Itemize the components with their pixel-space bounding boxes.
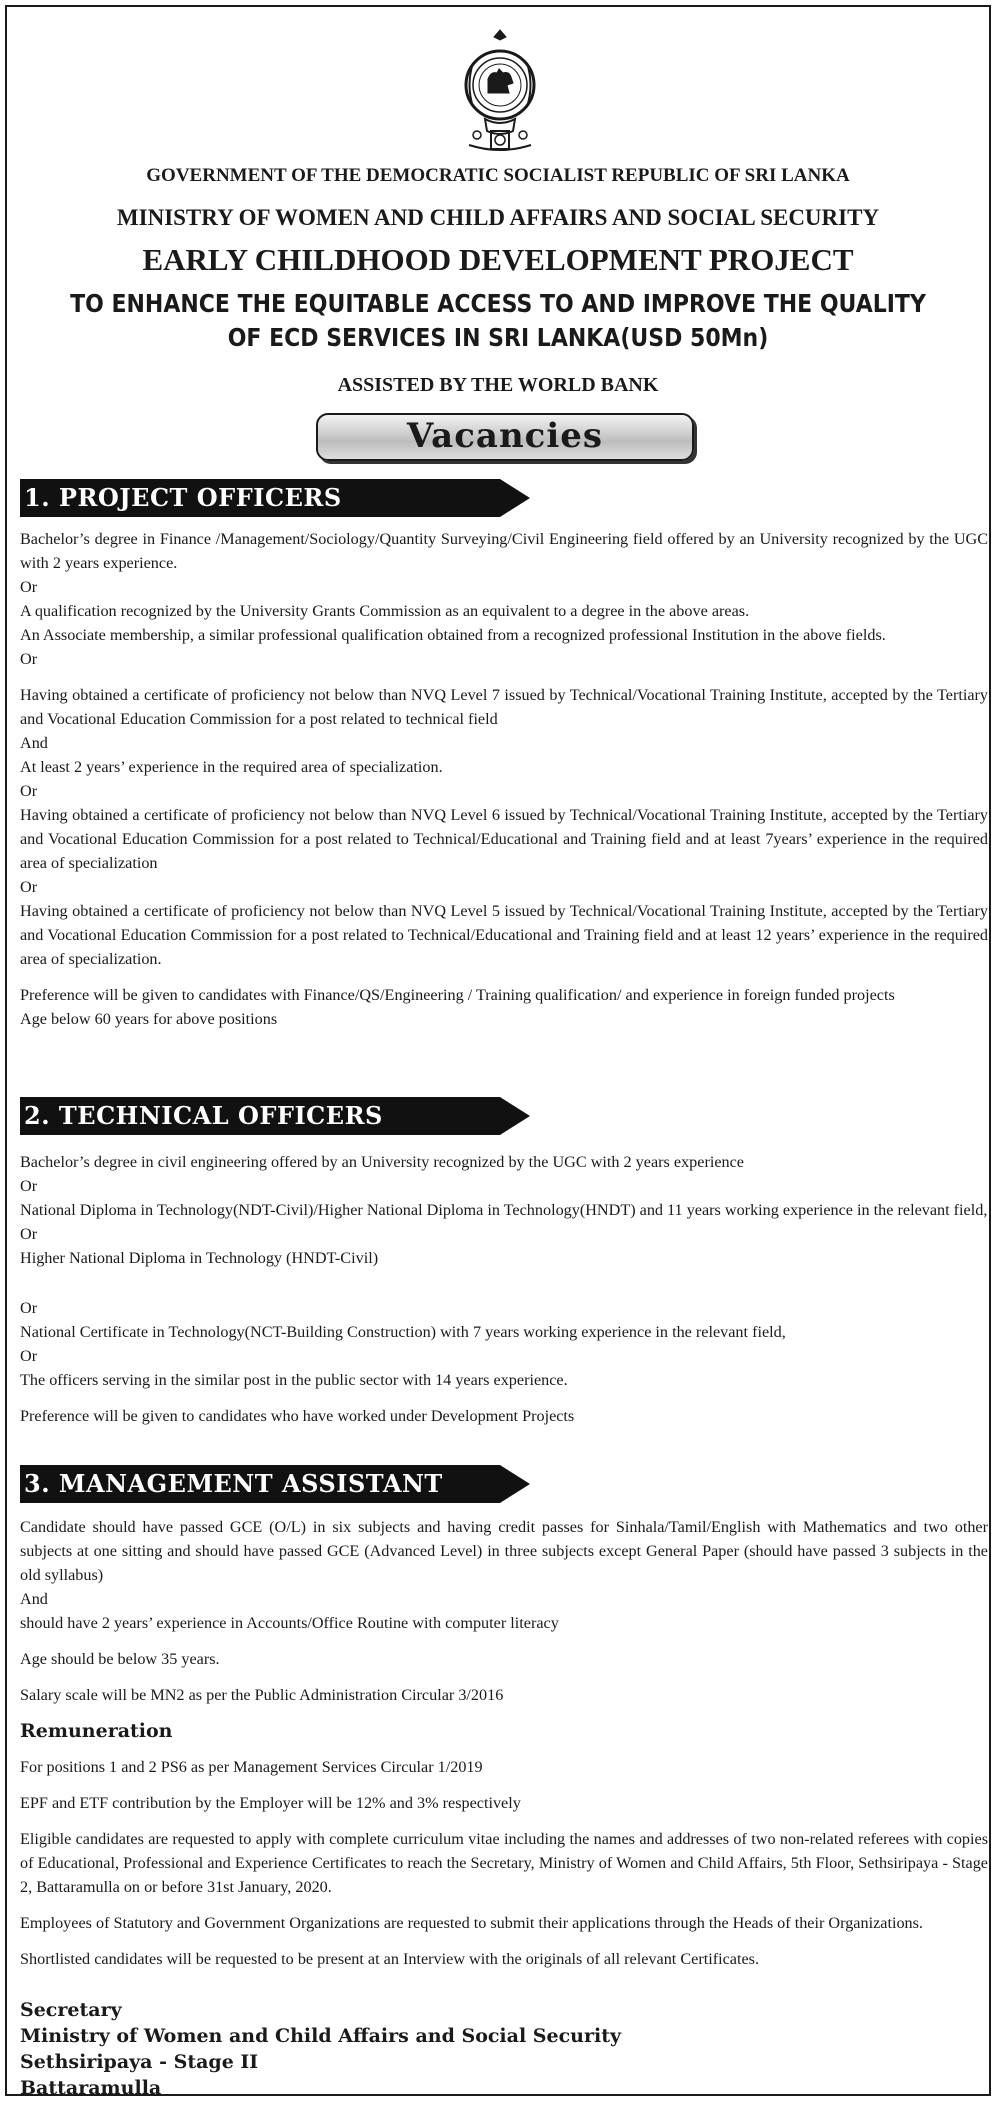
purpose-heading: TO ENHANCE THE EQUITABLE ACCESS TO AND IMPROVE THE QUALITY OF ECD SERVICES IN SRI LANKA(USD 50Mn) [70,289,926,352]
paragraph: Age should be below 35 years. [20,1650,220,1668]
paragraph: Or [20,1177,38,1195]
paragraph: should have 2 years’ experience in Accounts/Office Routine with computer literacy [20,1614,559,1632]
paragraph: Or [20,782,38,800]
paragraph: Shortlisted candidates will be requested to be present at an Interview with the originals of all relevant Certificates. [20,1950,759,1968]
paragraph: A qualification recognized by the University Grants Commission as an equivalent to a degree in the above areas. [20,602,750,620]
paragraph: Or [20,878,38,896]
assisted-heading: ASSISTED BY THE WORLD BANK [337,374,659,396]
paragraph: Candidate should have passed GCE (O/L) in six subjects and having credit passes for Sinhala/Tamil/English with Mathematics and two other subjects at one sitting and should have passed GCE (Advanced Level) in three subjects except General Paper (should have passed 3 subjects in the old syllabus) [20,1518,988,1584]
paragraph: For positions 1 and 2 PS6 as per Management Services Circular 1/2019 [20,1758,483,1776]
paragraph: And [20,734,48,752]
technical-officers-body [20,1150,988,1428]
advertisement-frame [5,5,991,2096]
paragraph: Or [20,1299,38,1317]
section-banner-project-officers [20,479,530,517]
section-banner-management-assistant [20,1465,530,1503]
section-title: 2. TECHNICAL OFFICERS [24,1101,383,1130]
paragraph: Preference will be given to candidates with Finance/QS/Engineering / Training qualification/ and experience in foreign funded projects [20,986,895,1004]
government-heading: GOVERNMENT OF THE DEMOCRATIC SOCIALIST REPUBLIC OF SRI LANKA [146,165,850,186]
paragraph: Bachelor’s degree in civil engineering offered by an University recognized by the UGC with 2 years experience [20,1153,744,1171]
signature-address: Sethsiripaya - Stage II [20,2051,259,2073]
paragraph: Age below 60 years for above positions [20,1010,278,1028]
paragraph: Having obtained a certificate of proficiency not below than NVQ Level 7 issued by Technical/Vocational Training Institute, accepted by the Tertiary and Vocational Education Commission for a post related to technical field [20,686,988,728]
paragraph: Preference will be given to candidates who have worked under Development Projects [20,1407,575,1425]
paragraph: Employees of Statutory and Government Organizations are requested to submit their applications through the Heads of their Organizations. [20,1914,923,1932]
management-assistant-body [20,1515,988,2096]
sri-lanka-emblem-icon [461,27,539,157]
section-banner-technical-officers [20,1097,530,1135]
paragraph: Eligible candidates are requested to apply with complete curriculum vitae including the names and addresses of two non-related referees with copies of Educational, Professional and Experience Certificates to reach the Secretary, Ministry of Women and Child Affairs, 5th Floor, Sethsiripaya - Stage 2, Battaramulla on or before 31st January, 2020. [20,1830,988,1896]
paragraph: Having obtained a certificate of proficiency not below than NVQ Level 6 issued by Technical/Vocational Training Institute, accepted by the Tertiary and Vocational Education Commission for a post related to Technical/Educational and Training field and at least 7years’ experience in the required area of specialization [20,806,988,872]
paragraph: EPF and ETF contribution by the Employer will be 12% and 3% respectively [20,1794,521,1812]
signature-ministry: Ministry of Women and Child Affairs and Social Security [20,2025,622,2047]
paragraph: Salary scale will be MN2 as per the Public Administration Circular 3/2016 [20,1686,504,1704]
paragraph: Having obtained a certificate of proficiency not below than NVQ Level 5 issued by Technical/Vocational Training Institute, accepted by the Tertiary and Vocational Education Commission for a post related to Technical/Educational and Training field and at least 12 years’ experience in the required area of specialization. [20,902,988,968]
paragraph: At least 2 years’ experience in the required area of specialization. [20,758,443,776]
paragraph: The officers serving in the similar post in the public sector with 14 years experience. [20,1371,568,1389]
remuneration-heading: Remuneration [20,1720,173,1742]
vacancies-title: Vacancies [316,413,694,461]
signature-block [20,1997,988,2096]
project-officers-body [20,527,988,1031]
section-title: 3. MANAGEMENT ASSISTANT [24,1469,443,1498]
paragraph: National Certificate in Technology(NCT-Building Construction) with 7 years working experience in the relevant field, [20,1323,786,1341]
paragraph: And [20,1590,48,1608]
paragraph: Or [20,578,38,596]
paragraph: Or [20,1225,38,1243]
paragraph: Or [20,650,38,668]
section-title: 1. PROJECT OFFICERS [24,483,342,512]
ministry-heading: MINISTRY OF WOMEN AND CHILD AFFAIRS AND SOCIAL SECURITY [116,205,880,230]
paragraph: An Associate membership, a similar professional qualification obtained from a recognized professional Institution in the above fields. [20,626,886,644]
signature-title: Secretary [20,1999,122,2021]
paragraph: Higher National Diploma in Technology (HNDT-Civil) [20,1249,379,1267]
paragraph: National Diploma in Technology(NDT-Civil)/Higher National Diploma in Technology(HNDT) and 11 years working experience in the relevant field, [20,1201,988,1219]
project-heading: EARLY CHILDHOOD DEVELOPMENT PROJECT [142,242,854,277]
paragraph: Bachelor’s degree in Finance /Management/Sociology/Quantity Surveying/Civil Engineering field offered by an University recognized by the UGC with 2 years experience. [20,530,988,572]
signature-address: Battaramulla [20,2077,162,2096]
paragraph: Or [20,1347,38,1365]
